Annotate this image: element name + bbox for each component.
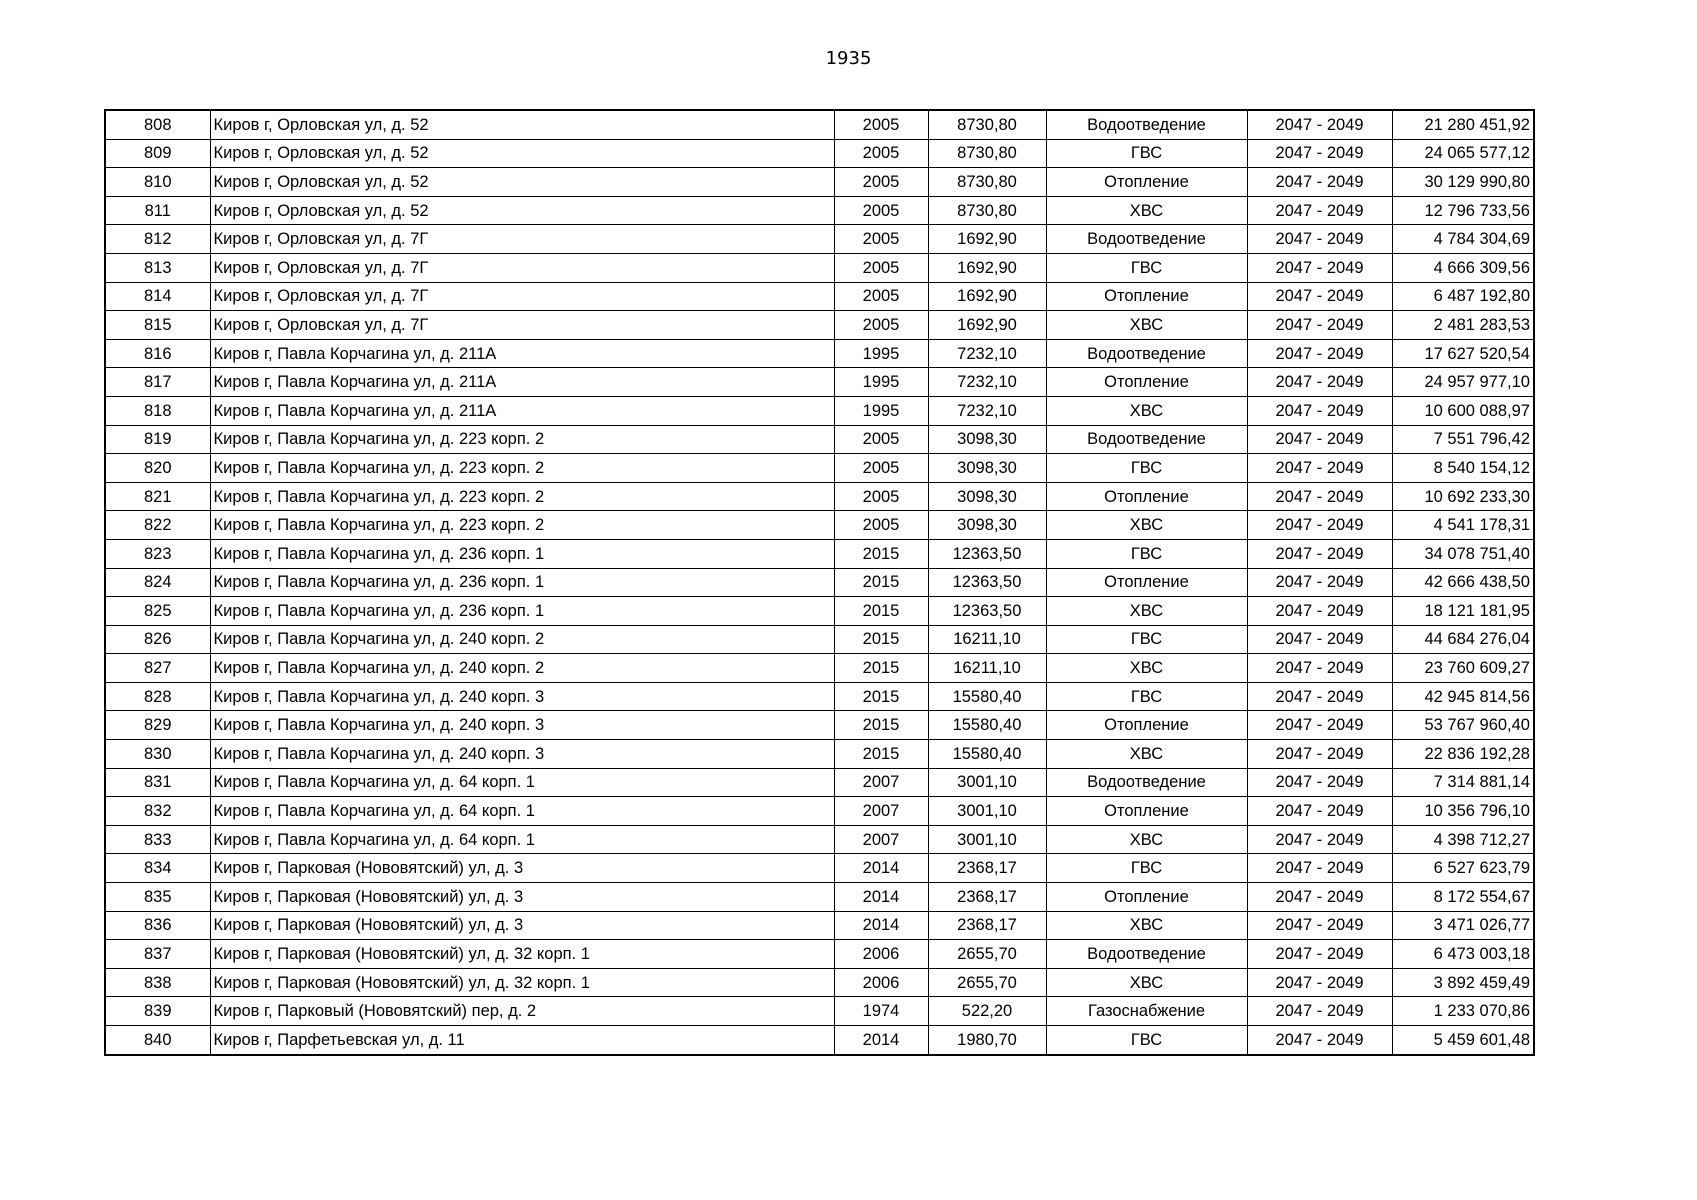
row-number: 811 bbox=[105, 196, 210, 225]
table-row bbox=[105, 196, 1534, 225]
address-cell: Киров г, Павла Корчагина ул, д. 223 корп. 2 bbox=[210, 454, 834, 483]
cost-cell: 24 957 977,10 bbox=[1392, 368, 1534, 397]
year-cell: 2006 bbox=[834, 968, 928, 997]
service-cell: ХВС bbox=[1046, 654, 1247, 683]
address-cell: Киров г, Павла Корчагина ул, д. 223 корп. 2 bbox=[210, 511, 834, 540]
table-row bbox=[105, 339, 1534, 368]
year-cell: 2014 bbox=[834, 883, 928, 912]
row-number: 816 bbox=[105, 339, 210, 368]
service-cell: Водоотведение bbox=[1046, 110, 1247, 139]
period-cell: 2047 - 2049 bbox=[1247, 339, 1392, 368]
table-row bbox=[105, 968, 1534, 997]
area-cell: 1692,90 bbox=[928, 225, 1046, 254]
year-cell: 2014 bbox=[834, 1026, 928, 1055]
area-cell: 2655,70 bbox=[928, 940, 1046, 969]
period-cell: 2047 - 2049 bbox=[1247, 968, 1392, 997]
row-number: 834 bbox=[105, 854, 210, 883]
service-cell: Газоснабжение bbox=[1046, 997, 1247, 1026]
cost-cell: 6 487 192,80 bbox=[1392, 282, 1534, 311]
period-cell: 2047 - 2049 bbox=[1247, 1026, 1392, 1055]
service-cell: Отопление bbox=[1046, 568, 1247, 597]
area-cell: 12363,50 bbox=[928, 539, 1046, 568]
service-cell: Отопление bbox=[1046, 711, 1247, 740]
table-row bbox=[105, 625, 1534, 654]
address-cell: Киров г, Орловская ул, д. 7Г bbox=[210, 225, 834, 254]
cost-cell: 6 527 623,79 bbox=[1392, 854, 1534, 883]
area-cell: 3098,30 bbox=[928, 482, 1046, 511]
cost-cell: 34 078 751,40 bbox=[1392, 539, 1534, 568]
period-cell: 2047 - 2049 bbox=[1247, 797, 1392, 826]
year-cell: 2015 bbox=[834, 625, 928, 654]
service-cell: ХВС bbox=[1046, 311, 1247, 340]
area-cell: 1692,90 bbox=[928, 253, 1046, 282]
area-cell: 2368,17 bbox=[928, 911, 1046, 940]
row-number: 821 bbox=[105, 482, 210, 511]
period-cell: 2047 - 2049 bbox=[1247, 368, 1392, 397]
service-cell: ХВС bbox=[1046, 911, 1247, 940]
period-cell: 2047 - 2049 bbox=[1247, 911, 1392, 940]
year-cell: 2006 bbox=[834, 940, 928, 969]
address-cell: Киров г, Павла Корчагина ул, д. 240 корп. 2 bbox=[210, 654, 834, 683]
period-cell: 2047 - 2049 bbox=[1247, 997, 1392, 1026]
address-cell: Киров г, Павла Корчагина ул, д. 223 корп. 2 bbox=[210, 482, 834, 511]
address-cell: Киров г, Павла Корчагина ул, д. 64 корп. 1 bbox=[210, 825, 834, 854]
period-cell: 2047 - 2049 bbox=[1247, 625, 1392, 654]
period-cell: 2047 - 2049 bbox=[1247, 539, 1392, 568]
cost-cell: 24 065 577,12 bbox=[1392, 139, 1534, 168]
cost-cell: 6 473 003,18 bbox=[1392, 940, 1534, 969]
cost-cell: 4 666 309,56 bbox=[1392, 253, 1534, 282]
table-row bbox=[105, 1026, 1534, 1055]
table-row bbox=[105, 425, 1534, 454]
service-cell: ГВС bbox=[1046, 625, 1247, 654]
year-cell: 1995 bbox=[834, 368, 928, 397]
period-cell: 2047 - 2049 bbox=[1247, 225, 1392, 254]
cost-cell: 21 280 451,92 bbox=[1392, 110, 1534, 139]
year-cell: 2007 bbox=[834, 768, 928, 797]
address-cell: Киров г, Павла Корчагина ул, д. 211А bbox=[210, 339, 834, 368]
table-row bbox=[105, 740, 1534, 769]
address-cell: Киров г, Орловская ул, д. 52 bbox=[210, 196, 834, 225]
table-row bbox=[105, 139, 1534, 168]
row-number: 825 bbox=[105, 597, 210, 626]
table-row bbox=[105, 253, 1534, 282]
address-cell: Киров г, Парковая (Нововятский) ул, д. 3 bbox=[210, 854, 834, 883]
year-cell: 2005 bbox=[834, 511, 928, 540]
year-cell: 2015 bbox=[834, 597, 928, 626]
service-cell: ГВС bbox=[1046, 682, 1247, 711]
year-cell: 2015 bbox=[834, 711, 928, 740]
area-cell: 3098,30 bbox=[928, 425, 1046, 454]
year-cell: 2005 bbox=[834, 110, 928, 139]
table-row bbox=[105, 597, 1534, 626]
period-cell: 2047 - 2049 bbox=[1247, 454, 1392, 483]
cost-cell: 22 836 192,28 bbox=[1392, 740, 1534, 769]
address-cell: Киров г, Павла Корчагина ул, д. 236 корп. 1 bbox=[210, 539, 834, 568]
area-cell: 2368,17 bbox=[928, 854, 1046, 883]
year-cell: 2007 bbox=[834, 797, 928, 826]
service-cell: Водоотведение bbox=[1046, 425, 1247, 454]
cost-cell: 8 172 554,67 bbox=[1392, 883, 1534, 912]
period-cell: 2047 - 2049 bbox=[1247, 854, 1392, 883]
address-cell: Киров г, Орловская ул, д. 52 bbox=[210, 110, 834, 139]
period-cell: 2047 - 2049 bbox=[1247, 883, 1392, 912]
period-cell: 2047 - 2049 bbox=[1247, 511, 1392, 540]
service-cell: Отопление bbox=[1046, 168, 1247, 197]
service-cell: Отопление bbox=[1046, 482, 1247, 511]
area-cell: 1980,70 bbox=[928, 1026, 1046, 1055]
area-cell: 7232,10 bbox=[928, 339, 1046, 368]
address-cell: Киров г, Парковая (Нововятский) ул, д. 3 bbox=[210, 911, 834, 940]
service-cell: ХВС bbox=[1046, 396, 1247, 425]
table-row bbox=[105, 454, 1534, 483]
area-cell: 16211,10 bbox=[928, 625, 1046, 654]
row-number: 824 bbox=[105, 568, 210, 597]
cost-cell: 8 540 154,12 bbox=[1392, 454, 1534, 483]
address-cell: Киров г, Орловская ул, д. 7Г bbox=[210, 253, 834, 282]
area-cell: 1692,90 bbox=[928, 311, 1046, 340]
cost-cell: 5 459 601,48 bbox=[1392, 1026, 1534, 1055]
table-row bbox=[105, 940, 1534, 969]
cost-cell: 30 129 990,80 bbox=[1392, 168, 1534, 197]
year-cell: 2007 bbox=[834, 825, 928, 854]
service-cell: ХВС bbox=[1046, 196, 1247, 225]
table-row bbox=[105, 311, 1534, 340]
table-row bbox=[105, 511, 1534, 540]
table-row bbox=[105, 711, 1534, 740]
area-cell: 3098,30 bbox=[928, 454, 1046, 483]
service-cell: ГВС bbox=[1046, 253, 1247, 282]
row-number: 832 bbox=[105, 797, 210, 826]
area-cell: 15580,40 bbox=[928, 740, 1046, 769]
address-cell: Киров г, Павла Корчагина ул, д. 64 корп. 1 bbox=[210, 797, 834, 826]
year-cell: 1974 bbox=[834, 997, 928, 1026]
row-number: 818 bbox=[105, 396, 210, 425]
cost-cell: 3 471 026,77 bbox=[1392, 911, 1534, 940]
row-number: 823 bbox=[105, 539, 210, 568]
row-number: 809 bbox=[105, 139, 210, 168]
area-cell: 522,20 bbox=[928, 997, 1046, 1026]
area-cell: 8730,80 bbox=[928, 196, 1046, 225]
cost-cell: 2 481 283,53 bbox=[1392, 311, 1534, 340]
cost-cell: 4 541 178,31 bbox=[1392, 511, 1534, 540]
address-cell: Киров г, Павла Корчагина ул, д. 211А bbox=[210, 396, 834, 425]
cost-cell: 42 666 438,50 bbox=[1392, 568, 1534, 597]
address-cell: Киров г, Павла Корчагина ул, д. 240 корп. 2 bbox=[210, 625, 834, 654]
address-cell: Киров г, Павла Корчагина ул, д. 64 корп. 1 bbox=[210, 768, 834, 797]
address-cell: Киров г, Парковая (Нововятский) ул, д. 32 корп. 1 bbox=[210, 940, 834, 969]
address-cell: Киров г, Павла Корчагина ул, д. 240 корп. 3 bbox=[210, 682, 834, 711]
area-cell: 3001,10 bbox=[928, 797, 1046, 826]
area-cell: 2655,70 bbox=[928, 968, 1046, 997]
row-number: 840 bbox=[105, 1026, 210, 1055]
table-row bbox=[105, 568, 1534, 597]
period-cell: 2047 - 2049 bbox=[1247, 597, 1392, 626]
service-cell: ХВС bbox=[1046, 511, 1247, 540]
cost-cell: 23 760 609,27 bbox=[1392, 654, 1534, 683]
address-cell: Киров г, Орловская ул, д. 52 bbox=[210, 168, 834, 197]
period-cell: 2047 - 2049 bbox=[1247, 196, 1392, 225]
area-cell: 12363,50 bbox=[928, 568, 1046, 597]
cost-cell: 1 233 070,86 bbox=[1392, 997, 1534, 1026]
area-cell: 15580,40 bbox=[928, 711, 1046, 740]
row-number: 836 bbox=[105, 911, 210, 940]
service-cell: ХВС bbox=[1046, 968, 1247, 997]
service-cell: Отопление bbox=[1046, 797, 1247, 826]
year-cell: 2015 bbox=[834, 539, 928, 568]
row-number: 837 bbox=[105, 940, 210, 969]
service-cell: Водоотведение bbox=[1046, 768, 1247, 797]
cost-cell: 18 121 181,95 bbox=[1392, 597, 1534, 626]
area-cell: 7232,10 bbox=[928, 396, 1046, 425]
service-cell: ГВС bbox=[1046, 1026, 1247, 1055]
service-cell: ХВС bbox=[1046, 740, 1247, 769]
area-cell: 8730,80 bbox=[928, 110, 1046, 139]
area-cell: 2368,17 bbox=[928, 883, 1046, 912]
address-cell: Киров г, Павла Корчагина ул, д. 236 корп. 1 bbox=[210, 568, 834, 597]
area-cell: 3098,30 bbox=[928, 511, 1046, 540]
year-cell: 2014 bbox=[834, 854, 928, 883]
table-row bbox=[105, 883, 1534, 912]
year-cell: 2005 bbox=[834, 282, 928, 311]
table-row bbox=[105, 396, 1534, 425]
service-cell: Отопление bbox=[1046, 282, 1247, 311]
period-cell: 2047 - 2049 bbox=[1247, 682, 1392, 711]
cost-cell: 10 692 233,30 bbox=[1392, 482, 1534, 511]
period-cell: 2047 - 2049 bbox=[1247, 168, 1392, 197]
address-cell: Киров г, Парфетьевская ул, д. 11 bbox=[210, 1026, 834, 1055]
row-number: 830 bbox=[105, 740, 210, 769]
period-cell: 2047 - 2049 bbox=[1247, 568, 1392, 597]
period-cell: 2047 - 2049 bbox=[1247, 740, 1392, 769]
year-cell: 2005 bbox=[834, 168, 928, 197]
service-cell: ГВС bbox=[1046, 454, 1247, 483]
cost-cell: 12 796 733,56 bbox=[1392, 196, 1534, 225]
year-cell: 2005 bbox=[834, 482, 928, 511]
period-cell: 2047 - 2049 bbox=[1247, 654, 1392, 683]
year-cell: 2005 bbox=[834, 311, 928, 340]
area-cell: 15580,40 bbox=[928, 682, 1046, 711]
row-number: 839 bbox=[105, 997, 210, 1026]
year-cell: 2005 bbox=[834, 139, 928, 168]
address-cell: Киров г, Орловская ул, д. 52 bbox=[210, 139, 834, 168]
cost-cell: 44 684 276,04 bbox=[1392, 625, 1534, 654]
cost-cell: 10 356 796,10 bbox=[1392, 797, 1534, 826]
row-number: 835 bbox=[105, 883, 210, 912]
table-row bbox=[105, 225, 1534, 254]
table-row bbox=[105, 768, 1534, 797]
service-cell: ХВС bbox=[1046, 825, 1247, 854]
year-cell: 2005 bbox=[834, 196, 928, 225]
year-cell: 2005 bbox=[834, 225, 928, 254]
table-row bbox=[105, 539, 1534, 568]
year-cell: 2015 bbox=[834, 740, 928, 769]
period-cell: 2047 - 2049 bbox=[1247, 425, 1392, 454]
cost-cell: 17 627 520,54 bbox=[1392, 339, 1534, 368]
year-cell: 2015 bbox=[834, 654, 928, 683]
service-cell: ГВС bbox=[1046, 539, 1247, 568]
period-cell: 2047 - 2049 bbox=[1247, 940, 1392, 969]
row-number: 826 bbox=[105, 625, 210, 654]
row-number: 828 bbox=[105, 682, 210, 711]
row-number: 820 bbox=[105, 454, 210, 483]
service-cell: Водоотведение bbox=[1046, 225, 1247, 254]
row-number: 810 bbox=[105, 168, 210, 197]
year-cell: 2005 bbox=[834, 253, 928, 282]
table-row bbox=[105, 110, 1534, 139]
table-row bbox=[105, 654, 1534, 683]
registry-table-body bbox=[105, 110, 1534, 1055]
period-cell: 2047 - 2049 bbox=[1247, 311, 1392, 340]
area-cell: 12363,50 bbox=[928, 597, 1046, 626]
cost-cell: 7 551 796,42 bbox=[1392, 425, 1534, 454]
service-cell: Отопление bbox=[1046, 368, 1247, 397]
table-row bbox=[105, 168, 1534, 197]
row-number: 817 bbox=[105, 368, 210, 397]
row-number: 827 bbox=[105, 654, 210, 683]
table-row bbox=[105, 997, 1534, 1026]
address-cell: Киров г, Орловская ул, д. 7Г bbox=[210, 282, 834, 311]
period-cell: 2047 - 2049 bbox=[1247, 711, 1392, 740]
year-cell: 2005 bbox=[834, 425, 928, 454]
table-row bbox=[105, 797, 1534, 826]
row-number: 815 bbox=[105, 311, 210, 340]
year-cell: 1995 bbox=[834, 396, 928, 425]
table-row bbox=[105, 911, 1534, 940]
service-cell: Водоотведение bbox=[1046, 339, 1247, 368]
address-cell: Киров г, Парковая (Нововятский) ул, д. 3 bbox=[210, 883, 834, 912]
row-number: 813 bbox=[105, 253, 210, 282]
service-cell: ГВС bbox=[1046, 854, 1247, 883]
address-cell: Киров г, Парковая (Нововятский) ул, д. 32 корп. 1 bbox=[210, 968, 834, 997]
address-cell: Киров г, Павла Корчагина ул, д. 236 корп. 1 bbox=[210, 597, 834, 626]
period-cell: 2047 - 2049 bbox=[1247, 396, 1392, 425]
address-cell: Киров г, Павла Корчагина ул, д. 240 корп. 3 bbox=[210, 740, 834, 769]
period-cell: 2047 - 2049 bbox=[1247, 110, 1392, 139]
cost-cell: 3 892 459,49 bbox=[1392, 968, 1534, 997]
year-cell: 2014 bbox=[834, 911, 928, 940]
cost-cell: 42 945 814,56 bbox=[1392, 682, 1534, 711]
address-cell: Киров г, Орловская ул, д. 7Г bbox=[210, 311, 834, 340]
area-cell: 8730,80 bbox=[928, 139, 1046, 168]
row-number: 829 bbox=[105, 711, 210, 740]
address-cell: Киров г, Парковый (Нововятский) пер, д. 2 bbox=[210, 997, 834, 1026]
table-row bbox=[105, 854, 1534, 883]
period-cell: 2047 - 2049 bbox=[1247, 282, 1392, 311]
table-row bbox=[105, 368, 1534, 397]
area-cell: 1692,90 bbox=[928, 282, 1046, 311]
area-cell: 8730,80 bbox=[928, 168, 1046, 197]
cost-cell: 7 314 881,14 bbox=[1392, 768, 1534, 797]
service-cell: Отопление bbox=[1046, 883, 1247, 912]
year-cell: 2015 bbox=[834, 568, 928, 597]
cost-cell: 4 784 304,69 bbox=[1392, 225, 1534, 254]
cost-cell: 53 767 960,40 bbox=[1392, 711, 1534, 740]
table-row bbox=[105, 482, 1534, 511]
row-number: 833 bbox=[105, 825, 210, 854]
area-cell: 7232,10 bbox=[928, 368, 1046, 397]
row-number: 838 bbox=[105, 968, 210, 997]
page-number: 1935 bbox=[825, 48, 872, 69]
table-row bbox=[105, 282, 1534, 311]
period-cell: 2047 - 2049 bbox=[1247, 768, 1392, 797]
registry-table bbox=[104, 109, 1535, 1056]
area-cell: 3001,10 bbox=[928, 768, 1046, 797]
period-cell: 2047 - 2049 bbox=[1247, 139, 1392, 168]
address-cell: Киров г, Павла Корчагина ул, д. 240 корп. 3 bbox=[210, 711, 834, 740]
row-number: 808 bbox=[105, 110, 210, 139]
cost-cell: 4 398 712,27 bbox=[1392, 825, 1534, 854]
service-cell: ХВС bbox=[1046, 597, 1247, 626]
row-number: 822 bbox=[105, 511, 210, 540]
cost-cell: 10 600 088,97 bbox=[1392, 396, 1534, 425]
area-cell: 3001,10 bbox=[928, 825, 1046, 854]
year-cell: 1995 bbox=[834, 339, 928, 368]
address-cell: Киров г, Павла Корчагина ул, д. 223 корп. 2 bbox=[210, 425, 834, 454]
service-cell: ГВС bbox=[1046, 139, 1247, 168]
row-number: 831 bbox=[105, 768, 210, 797]
row-number: 814 bbox=[105, 282, 210, 311]
year-cell: 2005 bbox=[834, 454, 928, 483]
address-cell: Киров г, Павла Корчагина ул, д. 211А bbox=[210, 368, 834, 397]
area-cell: 16211,10 bbox=[928, 654, 1046, 683]
table-row bbox=[105, 825, 1534, 854]
row-number: 812 bbox=[105, 225, 210, 254]
year-cell: 2015 bbox=[834, 682, 928, 711]
period-cell: 2047 - 2049 bbox=[1247, 825, 1392, 854]
period-cell: 2047 - 2049 bbox=[1247, 253, 1392, 282]
period-cell: 2047 - 2049 bbox=[1247, 482, 1392, 511]
table-row bbox=[105, 682, 1534, 711]
row-number: 819 bbox=[105, 425, 210, 454]
service-cell: Водоотведение bbox=[1046, 940, 1247, 969]
